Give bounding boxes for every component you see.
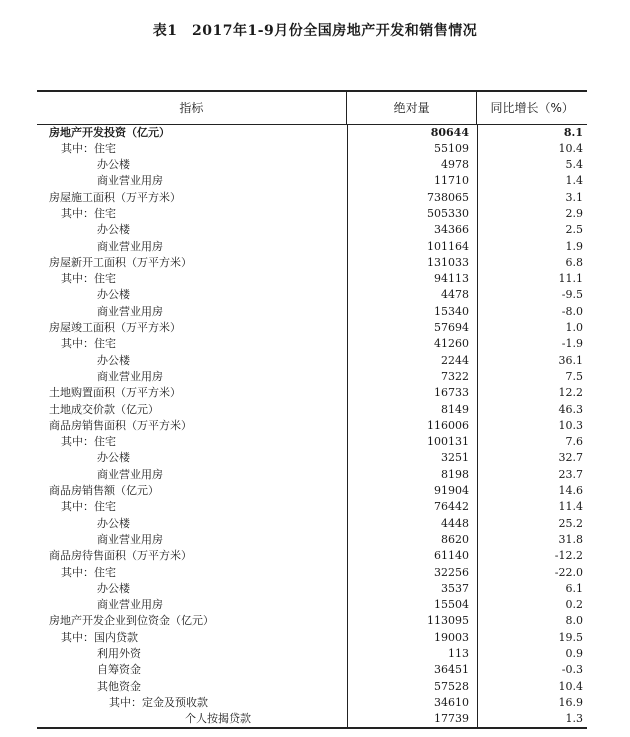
table-row (37, 581, 587, 597)
table-header (37, 92, 587, 124)
row-growth-value: 1.9 (477, 239, 587, 255)
row-absolute-value: 100131 (347, 434, 477, 450)
row-label: 房地产开发企业到位资金（亿元） (49, 614, 214, 628)
row-label: 房屋新开工面积（万平方米） (49, 255, 192, 269)
table-row (37, 483, 587, 499)
row-absolute-value: 113 (347, 646, 477, 662)
row-growth-value: -1.9 (477, 336, 587, 352)
row-absolute-value: 15340 (347, 304, 477, 320)
table-row (37, 711, 587, 727)
row-absolute-value: 80644 (347, 125, 477, 141)
row-label: 个人按揭贷款 (185, 712, 251, 726)
table-row (37, 565, 587, 581)
row-growth-value: 1.0 (477, 320, 587, 336)
row-absolute-value: 34610 (347, 695, 477, 711)
table-row (37, 369, 587, 385)
row-growth-value: -12.2 (477, 548, 587, 564)
table-row (37, 695, 587, 711)
row-label: 土地购置面积（万平方米） (49, 386, 181, 400)
row-label: 房屋施工面积（万平方米） (49, 190, 181, 204)
row-absolute-value: 41260 (347, 336, 477, 352)
table-row (37, 222, 587, 238)
table-bottom-rule (37, 727, 587, 729)
row-absolute-value: 131033 (347, 255, 477, 271)
row-growth-value: 32.7 (477, 450, 587, 466)
table-row (37, 597, 587, 613)
row-growth-value: 2.9 (477, 206, 587, 222)
row-growth-value: 46.3 (477, 402, 587, 418)
row-absolute-value: 3537 (347, 581, 477, 597)
row-absolute-value: 94113 (347, 271, 477, 287)
row-growth-value: 11.1 (477, 271, 587, 287)
row-label: 商品房销售额（亿元） (49, 484, 159, 498)
row-label: 办公楼 (97, 516, 130, 530)
row-growth-value: 1.4 (477, 173, 587, 189)
table-row (37, 434, 587, 450)
row-label: 其中：定金及预收款 (109, 695, 208, 709)
row-absolute-value: 32256 (347, 565, 477, 581)
row-absolute-value: 57694 (347, 320, 477, 336)
row-label: 商业营业用房 (97, 598, 163, 612)
row-absolute-value: 61140 (347, 548, 477, 564)
row-absolute-value: 8198 (347, 467, 477, 483)
table-row (37, 548, 587, 564)
row-label: 办公楼 (97, 158, 130, 172)
row-growth-value: 16.9 (477, 695, 587, 711)
row-label: 其中：住宅 (61, 337, 116, 351)
table-row (37, 141, 587, 157)
header-indicator: 指标 (179, 101, 204, 115)
row-label: 其中：住宅 (61, 141, 116, 155)
row-growth-value: 23.7 (477, 467, 587, 483)
row-absolute-value: 15504 (347, 597, 477, 613)
table-row (37, 157, 587, 173)
row-label: 其中：住宅 (61, 500, 116, 514)
row-label: 其中：住宅 (61, 565, 116, 579)
table-row (37, 532, 587, 548)
header-growth: 同比增长（%） (476, 92, 587, 124)
row-absolute-value: 16733 (347, 385, 477, 401)
table-body (37, 125, 587, 728)
row-growth-value: 1.3 (477, 711, 587, 727)
table-row (37, 336, 587, 352)
row-label: 土地成交价款（亿元） (49, 402, 159, 416)
table-row (37, 499, 587, 515)
table-row (37, 630, 587, 646)
table-row (37, 206, 587, 222)
header-absolute: 绝对量 (346, 92, 477, 124)
row-label: 办公楼 (97, 353, 130, 367)
row-growth-value: 3.1 (477, 190, 587, 206)
row-growth-value: 11.4 (477, 499, 587, 515)
row-growth-value: -9.5 (477, 287, 587, 303)
row-label: 其中：国内贷款 (61, 630, 138, 644)
row-label: 其他资金 (97, 679, 141, 693)
table-row (37, 418, 587, 434)
row-label: 办公楼 (97, 223, 130, 237)
row-absolute-value: 8620 (347, 532, 477, 548)
row-absolute-value: 113095 (347, 613, 477, 629)
row-growth-value: 7.5 (477, 369, 587, 385)
row-absolute-value: 3251 (347, 450, 477, 466)
row-growth-value: 2.5 (477, 222, 587, 238)
row-growth-value: 10.4 (477, 679, 587, 695)
row-label: 办公楼 (97, 581, 130, 595)
row-label: 商业营业用房 (97, 532, 163, 546)
row-growth-value: 0.9 (477, 646, 587, 662)
row-absolute-value: 8149 (347, 402, 477, 418)
row-absolute-value: 19003 (347, 630, 477, 646)
table-row (37, 271, 587, 287)
table-row (37, 450, 587, 466)
row-absolute-value: 738065 (347, 190, 477, 206)
row-growth-value: 7.6 (477, 434, 587, 450)
table-row (37, 190, 587, 206)
row-absolute-value: 11710 (347, 173, 477, 189)
table-row (37, 402, 587, 418)
table-row (37, 385, 587, 401)
row-growth-value: -0.3 (477, 662, 587, 678)
row-label: 自筹资金 (97, 663, 141, 677)
table-row (37, 516, 587, 532)
table-row (37, 287, 587, 303)
row-label: 商品房销售面积（万平方米） (49, 418, 192, 432)
row-absolute-value: 505330 (347, 206, 477, 222)
row-label: 商业营业用房 (97, 467, 163, 481)
row-growth-value: 5.4 (477, 157, 587, 173)
row-absolute-value: 76442 (347, 499, 477, 515)
row-label: 商品房待售面积（万平方米） (49, 549, 192, 563)
row-label: 利用外资 (97, 647, 141, 660)
table-row (37, 173, 587, 189)
row-absolute-value: 4978 (347, 157, 477, 173)
row-absolute-value: 91904 (347, 483, 477, 499)
table-row (37, 239, 587, 255)
row-label: 其中：住宅 (61, 206, 116, 220)
table-row (37, 679, 587, 695)
row-growth-value: 31.8 (477, 532, 587, 548)
row-absolute-value: 34366 (347, 222, 477, 238)
row-growth-value: 19.5 (477, 630, 587, 646)
row-label: 办公楼 (97, 451, 130, 465)
row-absolute-value: 116006 (347, 418, 477, 434)
row-label: 其中：住宅 (61, 272, 116, 286)
row-growth-value: 0.2 (477, 597, 587, 613)
table-row (37, 662, 587, 678)
row-label: 商业营业用房 (97, 369, 163, 383)
table-row (37, 255, 587, 271)
row-label: 房地产开发投资（亿元） (49, 125, 170, 139)
table-row (37, 646, 587, 662)
row-absolute-value: 57528 (347, 679, 477, 695)
row-growth-value: -22.0 (477, 565, 587, 581)
row-absolute-value: 55109 (347, 141, 477, 157)
data-table (37, 90, 587, 729)
table-row (37, 304, 587, 320)
row-growth-value: 10.3 (477, 418, 587, 434)
table-title: 表1 2017年1-9月份全国房地产开发和销售情况 (152, 23, 478, 39)
row-label: 其中：住宅 (61, 435, 116, 449)
row-absolute-value: 4478 (347, 287, 477, 303)
row-label: 房屋竣工面积（万平方米） (49, 321, 181, 335)
row-label: 商业营业用房 (97, 304, 163, 318)
row-absolute-value: 2244 (347, 353, 477, 369)
table-row (37, 467, 587, 483)
table-row (37, 613, 587, 629)
table-row (37, 125, 587, 141)
row-absolute-value: 36451 (347, 662, 477, 678)
row-growth-value: 36.1 (477, 353, 587, 369)
row-label: 办公楼 (97, 288, 130, 302)
row-growth-value: 10.4 (477, 141, 587, 157)
row-growth-value: 6.8 (477, 255, 587, 271)
row-absolute-value: 101164 (347, 239, 477, 255)
row-label: 商业营业用房 (97, 174, 163, 188)
row-absolute-value: 17739 (347, 711, 477, 727)
table-row (37, 353, 587, 369)
row-absolute-value: 7322 (347, 369, 477, 385)
row-growth-value: 6.1 (477, 581, 587, 597)
row-label: 商业营业用房 (97, 239, 163, 253)
row-growth-value: 25.2 (477, 516, 587, 532)
row-growth-value: 8.1 (477, 125, 587, 141)
row-absolute-value: 4448 (347, 516, 477, 532)
row-growth-value: 12.2 (477, 385, 587, 401)
row-growth-value: 8.0 (477, 613, 587, 629)
row-growth-value: 14.6 (477, 483, 587, 499)
table-row (37, 320, 587, 336)
row-growth-value: -8.0 (477, 304, 587, 320)
